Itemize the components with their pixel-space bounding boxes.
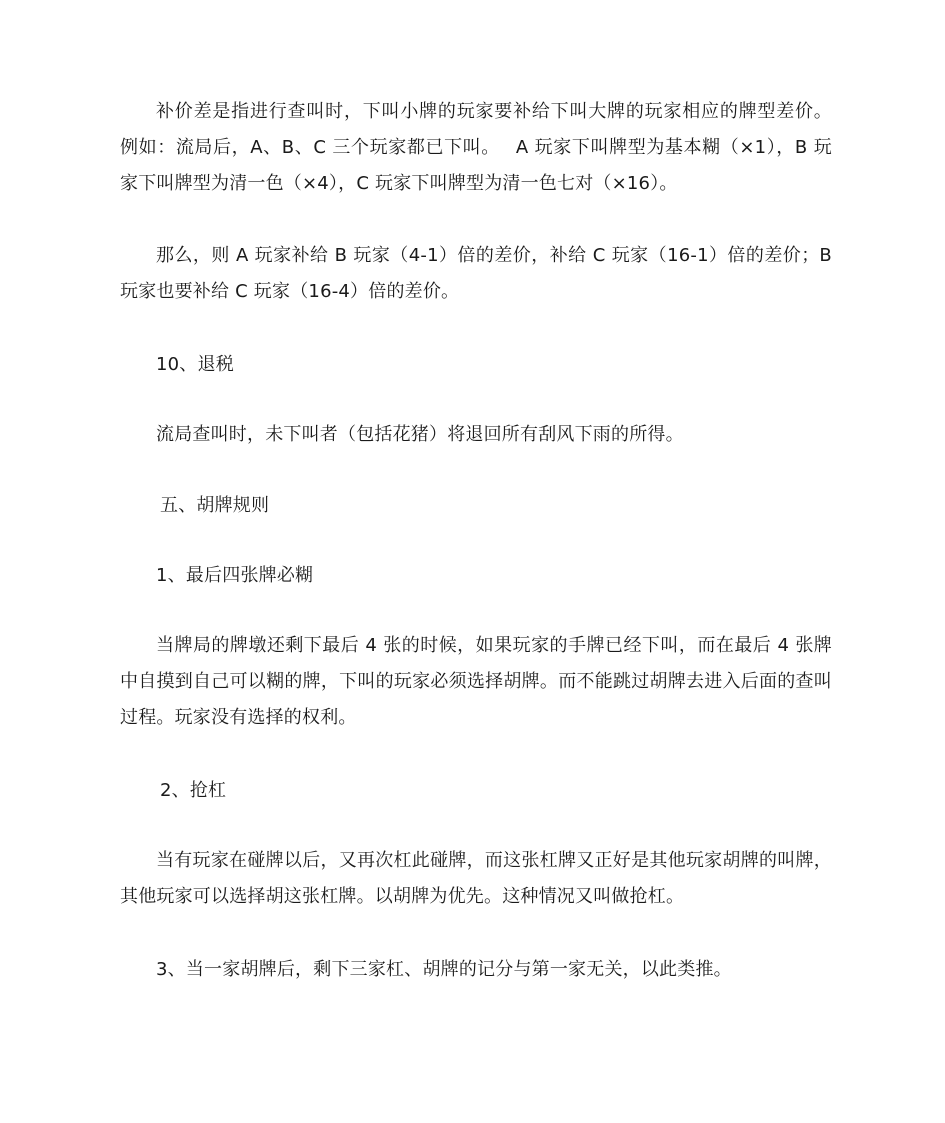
heading-winning-rules: 五、胡牌规则 (160, 495, 270, 516)
paragraph-last-four-tiles: 当牌局的牌墩还剩下最后 4 张的时候，如果玩家的手牌已经下叫，而在最后 4 张牌中自摸到自己可以糊的牌，下叫的玩家必须选择胡牌。而不能跳过胡牌去进入后面的查叫过程。玩家没有选择的权利。 (120, 635, 832, 728)
paragraph-price-difference: 补价差是指进行查叫时，下叫小牌的玩家要补给下叫大牌的玩家相应的牌型差价。 例如：流局后，A、B、C 三个玩家都已下叫。 A 玩家下叫牌型为基本糊（×1），B 玩家下叫牌型为清一色（×4），C 玩家下叫牌型为清一色七对（×16）。 (120, 101, 832, 194)
heading-tax-refund: 10、退税 (156, 354, 234, 375)
paragraph-robbing-kong: 当有玩家在碰牌以后，又再次杠此碰牌，而这张杠牌又正好是其他玩家胡牌的叫牌，其他玩家可以选择胡这张杠牌。以胡牌为优先。这种情况又叫做抢杠。 (120, 850, 832, 907)
heading-scoring-after-win: 3、当一家胡牌后，剩下三家杠、胡牌的记分与第一家无关，以此类推。 (156, 959, 732, 980)
paragraph-compensation-example: 那么，则 A 玩家补给 B 玩家（4-1）倍的差价，补给 C 玩家（16-1）倍的差价；B 玩家也要补给 C 玩家（16-4）倍的差价。 (120, 245, 832, 302)
heading-robbing-kong: 2、抢杠 (160, 780, 227, 801)
paragraph-tax-refund: 流局查叫时，未下叫者（包括花猪）将退回所有刮风下雨的所得。 (156, 424, 684, 445)
heading-last-four-tiles: 1、最后四张牌必糊 (156, 565, 314, 586)
